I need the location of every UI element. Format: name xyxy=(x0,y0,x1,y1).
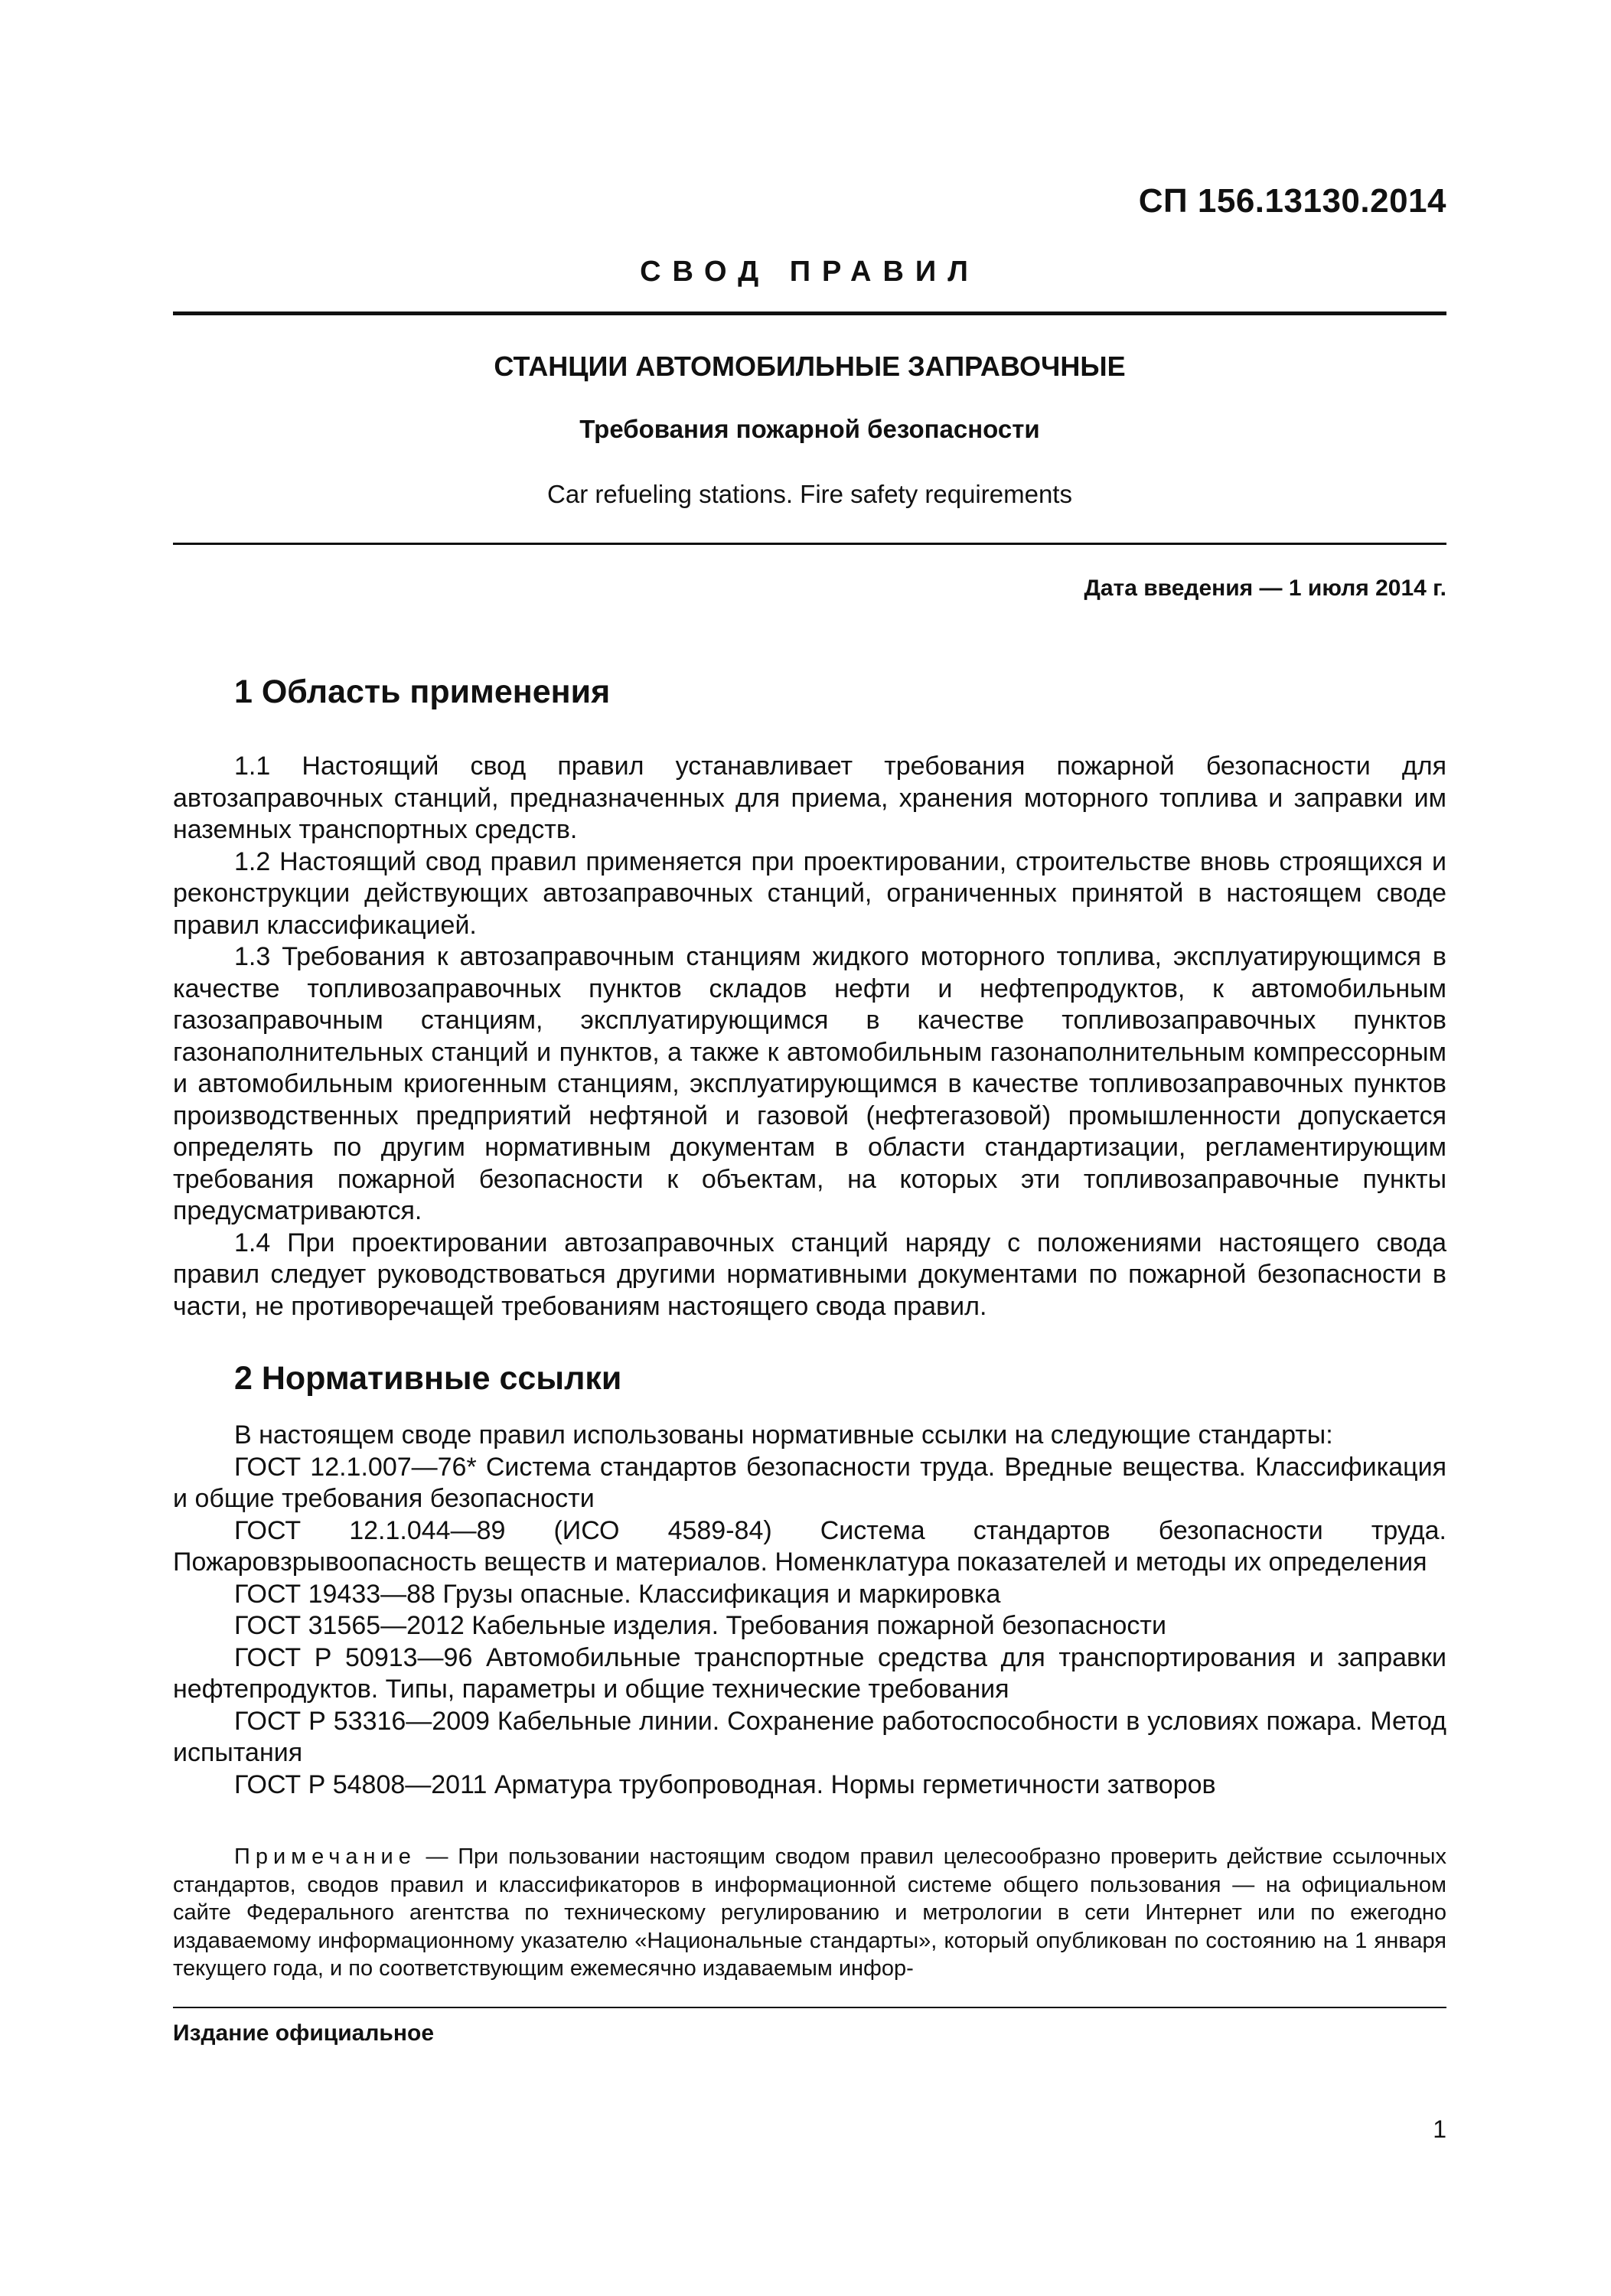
references-intro: В настоящем своде правил использованы нормативные ссылки на следующие стандарты: xyxy=(234,1420,1333,1450)
section-2-heading: 2 Нормативные ссылки xyxy=(234,1360,622,1397)
paragraph-1-3: 1.3 Требования к автозаправочным станциям жидкого моторного топлива, эксплуатирующимся в качестве топливозаправочных пунктов складов нефти и нефтепродуктов, к автомобильным газозаправочным станциям, эксплуатирующимся в качестве топливозаправочных пунктов газонаполнительных станций и пунктов, а также к автомобильным газонаполнительным компрессорным и автомобильным криогенным станциям, эксплуатирующимся в качестве топливозаправочных пунктов производственных предприятий нефтяной и газовой (нефтегазовой) промышленности допускается определять по другим нормативным документам в области стандартизации, регламентирующим требования пожарной безопасности к объектам, на которых эти топливозаправочные пункты предусматриваются. xyxy=(173,942,1446,1225)
page-number: 1 xyxy=(1433,2115,1446,2143)
reference-item: ГОСТ Р 54808—2011 Арматура трубопроводная. Нормы герметичности затворов xyxy=(234,1769,1216,1799)
document-english-title: Car refueling stations. Fire safety requirements xyxy=(547,480,1072,508)
reference-item: ГОСТ 19433—88 Грузы опасные. Классификация и маркировка xyxy=(234,1579,1001,1609)
document-code: СП 156.13130.2014 xyxy=(1138,182,1446,220)
introduction-date: Дата введения — 1 июля 2014 г. xyxy=(1084,576,1446,601)
edition-label: Издание официальное xyxy=(173,2020,435,2046)
paragraph-1-2: 1.2 Настоящий свод правил применяется при проектировании, строительстве вновь строящихся и реконструкции действующих автозаправочных станций, ограниченных принятой в настоящем своде правил классификацией. xyxy=(173,846,1446,940)
section-2-body xyxy=(173,1420,1446,1801)
document-subtitle: Требования пожарной безопасности xyxy=(579,415,1040,443)
note-label: Примечание xyxy=(234,1844,416,1869)
paragraph-1-4: 1.4 При проектировании автозаправочных станций наряду с положениями настоящего свода правил следует руководствоваться другими нормативными документами по пожарной безопасности в части, не противоречащей требованиям настоящего свода правил. xyxy=(173,1228,1446,1321)
reference-item: ГОСТ 12.1.007—76* Система стандартов безопасности труда. Вредные вещества. Классификация и общие требования безопасности xyxy=(173,1452,1446,1513)
header-rule-bottom xyxy=(173,543,1446,545)
references-note xyxy=(173,1843,1446,1983)
reference-item: ГОСТ Р 53316—2009 Кабельные линии. Сохранение работоспособности в условиях пожара. Метод испытания xyxy=(173,1706,1446,1767)
footer-rule xyxy=(173,2007,1446,2008)
section-1-body xyxy=(173,751,1446,1322)
header-rule-top xyxy=(173,311,1446,315)
paragraph-1-1: 1.1 Настоящий свод правил устанавливает требования пожарной безопасности для автозаправочных станций, предназначенных для приема, хранения моторного топлива и заправки им наземных транспортных средств. xyxy=(173,752,1446,844)
reference-item: ГОСТ Р 50913—96 Автомобильные транспортные средства для транспортирования и заправки нефтепродуктов. Типы, параметры и общие технические требования xyxy=(173,1642,1446,1704)
reference-item: ГОСТ 12.1.044—89 (ИСО 4589-84) Система стандартов безопасности труда. Пожаровзрывоопасность веществ и материалов. Номенклатура показателей и методы их определения xyxy=(173,1515,1446,1577)
document-type-title: СВОД ПРАВИЛ xyxy=(640,256,980,288)
document-title: СТАНЦИИ АВТОМОБИЛЬНЫЕ ЗАПРАВОЧНЫЕ xyxy=(494,351,1126,382)
section-1-heading: 1 Область применения xyxy=(234,673,611,710)
note-text: — При пользовании настоящим сводом правил целесообразно проверить действие ссылочных стандартов, сводов правил и классификаторов в информационной системе общего пользования — на официальном сайте Федерального агентства по техническому регулированию и метрологии в сети Интернет или по ежегодно издаваемому информационному указателю «Национальные стандарты», который опубликован по состоянию на 1 января текущего года, и по соответствующим ежемесячно издаваемым инфор- xyxy=(173,1844,1446,1981)
reference-item: ГОСТ 31565—2012 Кабельные изделия. Требования пожарной безопасности xyxy=(234,1611,1166,1640)
